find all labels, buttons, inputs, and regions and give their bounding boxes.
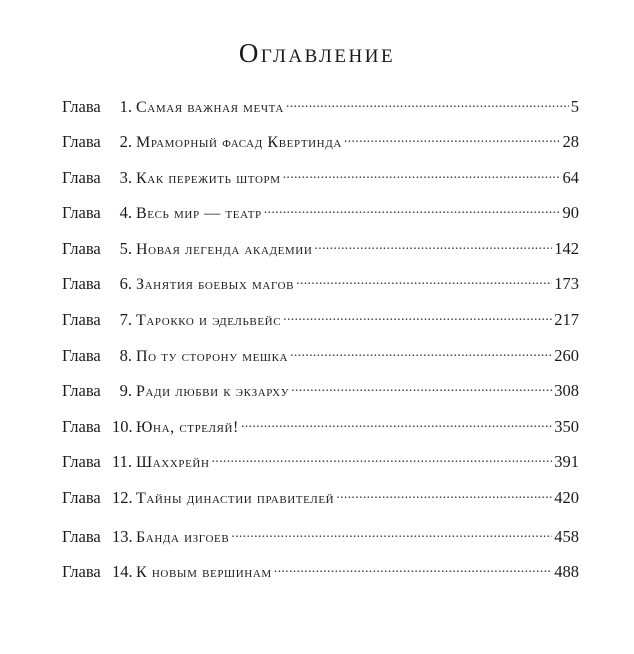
chapter-title: Мраморный фасад Квертинда [136, 134, 342, 152]
toc-entry [62, 380, 579, 416]
page-title: Оглавление [238, 38, 396, 68]
page-number: 308 [554, 381, 579, 401]
toc-entry [62, 487, 579, 523]
page-number: 391 [554, 452, 579, 472]
dot-leader [344, 131, 561, 148]
page-number: 488 [554, 562, 579, 582]
dot-leader [212, 451, 553, 468]
chapter-number: 9. [119, 381, 132, 401]
chapter-word: Глава [62, 488, 101, 508]
toc-entry [62, 202, 579, 238]
toc-entry [62, 95, 579, 131]
page-number: 217 [554, 310, 579, 330]
chapter-number: 3. [119, 167, 132, 187]
chapter-number: 2. [119, 132, 132, 152]
chapter-word: Глава [62, 238, 101, 258]
dot-leader [336, 487, 552, 504]
chapter-number: 4. [119, 203, 132, 223]
toc-list [62, 95, 579, 596]
page-number: 5 [570, 96, 579, 116]
chapter-number: 6. [119, 274, 132, 294]
chapter-number: 7. [119, 310, 132, 330]
chapter-title: Самая важная мечта [136, 98, 284, 116]
page-number: 260 [554, 345, 579, 365]
toc-entry [62, 344, 579, 380]
toc-entry [62, 525, 579, 561]
chapter-number: 14. [112, 562, 133, 582]
dot-leader [314, 237, 552, 254]
chapter-word: Глава [62, 310, 101, 330]
page-number: 350 [554, 416, 579, 436]
chapter-number: 13. [112, 526, 133, 546]
toc-entry [62, 166, 579, 202]
chapter-number: 10. [112, 416, 133, 436]
chapter-word: Глава [62, 96, 101, 116]
dot-leader [264, 202, 561, 219]
dot-leader [296, 273, 552, 290]
chapter-title: Ради любви к экзарху [136, 383, 290, 401]
chapter-word: Глава [62, 452, 101, 472]
toc-entry [62, 131, 579, 167]
toc-entry [62, 561, 579, 597]
chapter-word: Глава [62, 132, 101, 152]
chapter-title: Занятия боевых магов [136, 276, 295, 294]
dot-leader [283, 309, 552, 326]
chapter-number: 5. [119, 238, 132, 258]
dot-leader [274, 561, 552, 578]
chapter-word: Глава [62, 526, 101, 546]
chapter-word: Глава [62, 274, 101, 294]
chapter-number: 1. [119, 96, 132, 116]
chapter-word: Глава [62, 562, 101, 582]
toc-entry [62, 273, 579, 309]
chapter-title: Юна, стреляй! [136, 418, 239, 436]
page-number: 458 [554, 526, 579, 546]
chapter-title: Как пережить шторм [136, 169, 281, 187]
chapter-title: Тайны династии правителей [136, 490, 335, 508]
chapter-title: Банда изгоев [136, 528, 230, 546]
chapter-number: 8. [119, 345, 132, 365]
chapter-title: Тарокко и эдельвейс [136, 312, 282, 330]
chapter-title: К новым вершинам [136, 564, 272, 582]
chapter-word: Глава [62, 203, 101, 223]
page-number: 173 [554, 274, 579, 294]
page-number: 64 [562, 167, 579, 187]
dot-leader [286, 95, 569, 112]
dot-leader [231, 525, 552, 542]
toc-entry [62, 309, 579, 345]
dot-leader [283, 166, 561, 183]
page-number: 142 [554, 238, 579, 258]
chapter-number: 12. [112, 488, 133, 508]
chapter-title: Новая легенда академии [136, 240, 313, 258]
dot-leader [290, 344, 552, 361]
toc-entry [62, 451, 579, 487]
chapter-number: 11. [112, 452, 133, 472]
page-number: 90 [562, 203, 579, 223]
chapter-word: Глава [62, 345, 101, 365]
toc-entry [62, 237, 579, 273]
chapter-word: Глава [62, 167, 101, 187]
chapter-title: Весь мир — театр [136, 205, 262, 223]
dot-leader [291, 380, 552, 397]
dot-leader [241, 415, 552, 432]
page-number: 420 [554, 488, 579, 508]
chapter-word: Глава [62, 381, 101, 401]
toc-entry [62, 415, 579, 451]
chapter-title: Шаххрейн [136, 454, 210, 472]
chapter-title: По ту сторону мешка [136, 347, 289, 365]
page-number: 28 [562, 132, 579, 152]
chapter-word: Глава [62, 416, 101, 436]
